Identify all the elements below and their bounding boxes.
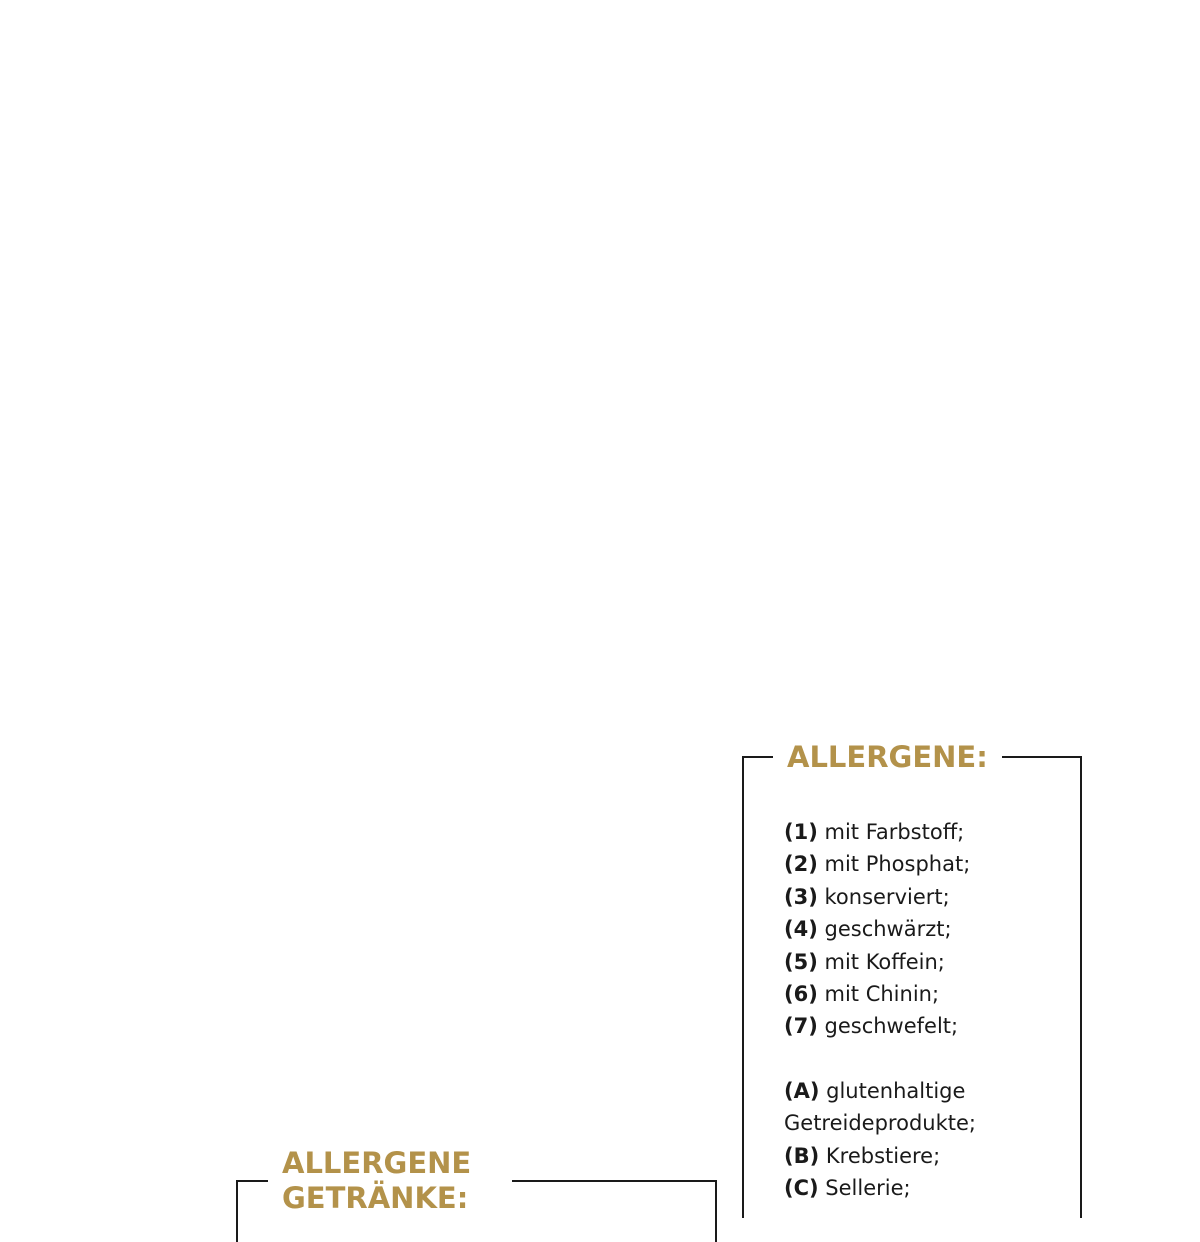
legend-label: mit Koffein; (824, 949, 945, 974)
legend-label: mit Chinin; (824, 982, 940, 1007)
legend-item-4 (784, 913, 976, 945)
legend-code: (7) (784, 1014, 818, 1039)
legend-code: (2) (784, 852, 818, 877)
legend-code: (C) (784, 1176, 819, 1201)
legend-label: Sellerie; (825, 1176, 911, 1201)
legend-label: mit Farbstoff; (824, 820, 965, 844)
drinks-allergen-box (236, 1146, 717, 1242)
legend-label: mit Phosphat; (824, 852, 971, 877)
legend-code: (6) (784, 982, 818, 1007)
allergen-legend-box (742, 740, 1082, 1218)
legend-item-7 (784, 1010, 976, 1042)
legend-label: Krebstiere; (825, 1143, 941, 1168)
drinks-allergen-title: ALLERGENE GETRÄNKE: (268, 1146, 512, 1216)
legend-code: (5) (784, 949, 818, 974)
legend-item-b (784, 1140, 976, 1172)
legend-label: geschwefelt; (824, 1014, 959, 1039)
legend-item-1 (784, 816, 976, 848)
allergen-legend-title: ALLERGENE: (773, 742, 1002, 772)
legend-code: (3) (784, 884, 818, 909)
legend-spacer (784, 1043, 976, 1075)
legend-code: (B) (784, 1143, 820, 1168)
legend-item-6 (784, 978, 976, 1010)
legend-label: glutenhaltige (826, 1078, 966, 1103)
legend-item-3 (784, 881, 976, 913)
legend-item-2 (784, 848, 976, 880)
legend-code: (1) (784, 820, 818, 844)
legend-label: geschwärzt; (824, 917, 952, 942)
legend-label-continued: Getreideprodukte; (784, 1111, 976, 1136)
legend-label: konserviert; (824, 884, 950, 909)
legend-item-a (784, 1075, 976, 1140)
legend-code: (A) (784, 1078, 820, 1103)
legend-code: (4) (784, 917, 818, 942)
legend-item-5 (784, 946, 976, 978)
allergen-legend-list (784, 816, 976, 1204)
